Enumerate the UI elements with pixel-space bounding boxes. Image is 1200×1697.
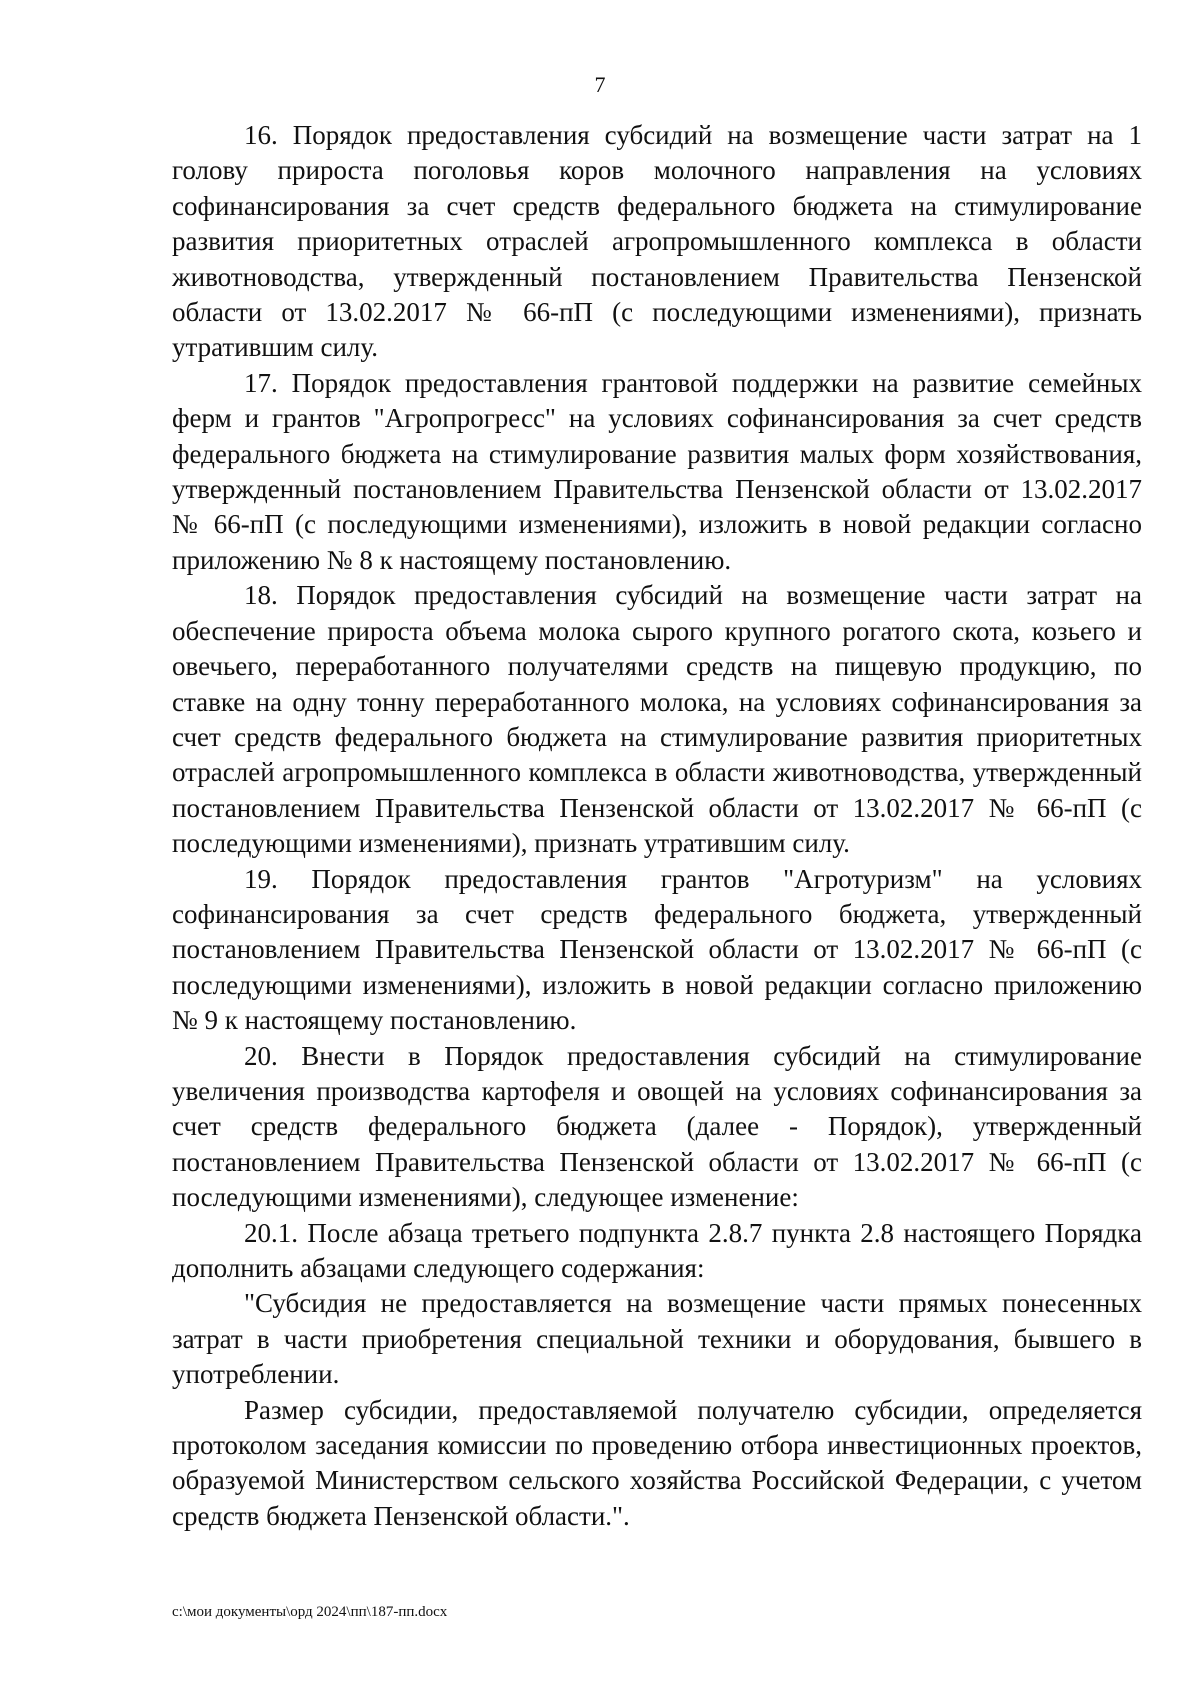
paragraph-16: 16. Порядок предоставления субсидий на возмещение части затрат на 1 голову прироста поголовья коров молочного направления на условиях софинансирования за счет средств федерального бюджета на стимулирование развития приоритетных отраслей агропромышленного комплекса в области животноводства, утвержденный постановлением Правительства Пензенской области от 13.02.2017 № 66-пП (с последующими изменениями), признать утратившим силу.: [172, 120, 1142, 363]
paragraph-18: 18. Порядок предоставления субсидий на возмещение части затрат на обеспечение прироста объема молока сырого крупного рогатого скота, козьего и овечьего, переработанного получателями средств на пищевую продукцию, по ставке на одну тонну переработанного молока, на условиях софинансирования за счет средств федерального бюджета на стимулирование развития приоритетных отраслей агропромышленного комплекса в области животноводства, утвержденный постановлением Правительства Пензенской области от 13.02.2017 № 66-пП (с последующими изменениями), признать утратившим силу.: [172, 580, 1142, 859]
quoted-paragraph-subsidy-restriction: "Субсидия не предоставляется на возмещение части прямых понесенных затрат в части приобретения специальной техники и оборудования, бывшего в употреблении.: [172, 1288, 1142, 1390]
paragraph-20-1: 20.1. После абзаца третьего подпункта 2.8.7 пункта 2.8 настоящего Порядка дополнить абзацами следующего содержания:: [172, 1217, 1142, 1283]
page-number: 7: [594, 72, 606, 97]
paragraph-20: 20. Внести в Порядок предоставления субсидий на стимулирование увеличения производства картофеля и овощей на условиях софинансирования за счет средств федерального бюджета (далее - Порядок), утвержденный постановлением Правительства Пензенской области от 13.02.2017 № 66-пП (с последующими изменениями), следующее изменение:: [172, 1040, 1142, 1213]
footer-file-path: c:\мои документы\орд 2024\пп\187-пп.docx: [172, 1604, 448, 1620]
paragraph-19: 19. Порядок предоставления грантов "Агротуризм" на условиях софинансирования за счет средств федерального бюджета, утвержденный постановлением Правительства Пензенской области от 13.02.2017 № 66-пП (с последующими изменениями), изложить в новой редакции согласно приложению № 9 к настоящему постановлению.: [172, 863, 1142, 1036]
document-body: [172, 118, 1142, 1534]
paragraph-17: 17. Порядок предоставления грантовой поддержки на развитие семейных ферм и грантов "Агропрогресс" на условиях софинансирования за счет средств федерального бюджета на стимулирование развития малых форм хозяйствования, утвержденный постановлением Правительства Пензенской области от 13.02.2017 № 66-пП (с последующими изменениями), изложить в новой редакции согласно приложению № 8 к настоящему постановлению.: [172, 367, 1142, 575]
quoted-paragraph-subsidy-amount: Размер субсидии, предоставляемой получателю субсидии, определяется протоколом заседания комиссии по проведению отбора инвестиционных проектов, образуемой Министерством сельского хозяйства Российской Федерации, с учетом средств бюджета Пензенской области.".: [172, 1394, 1142, 1531]
